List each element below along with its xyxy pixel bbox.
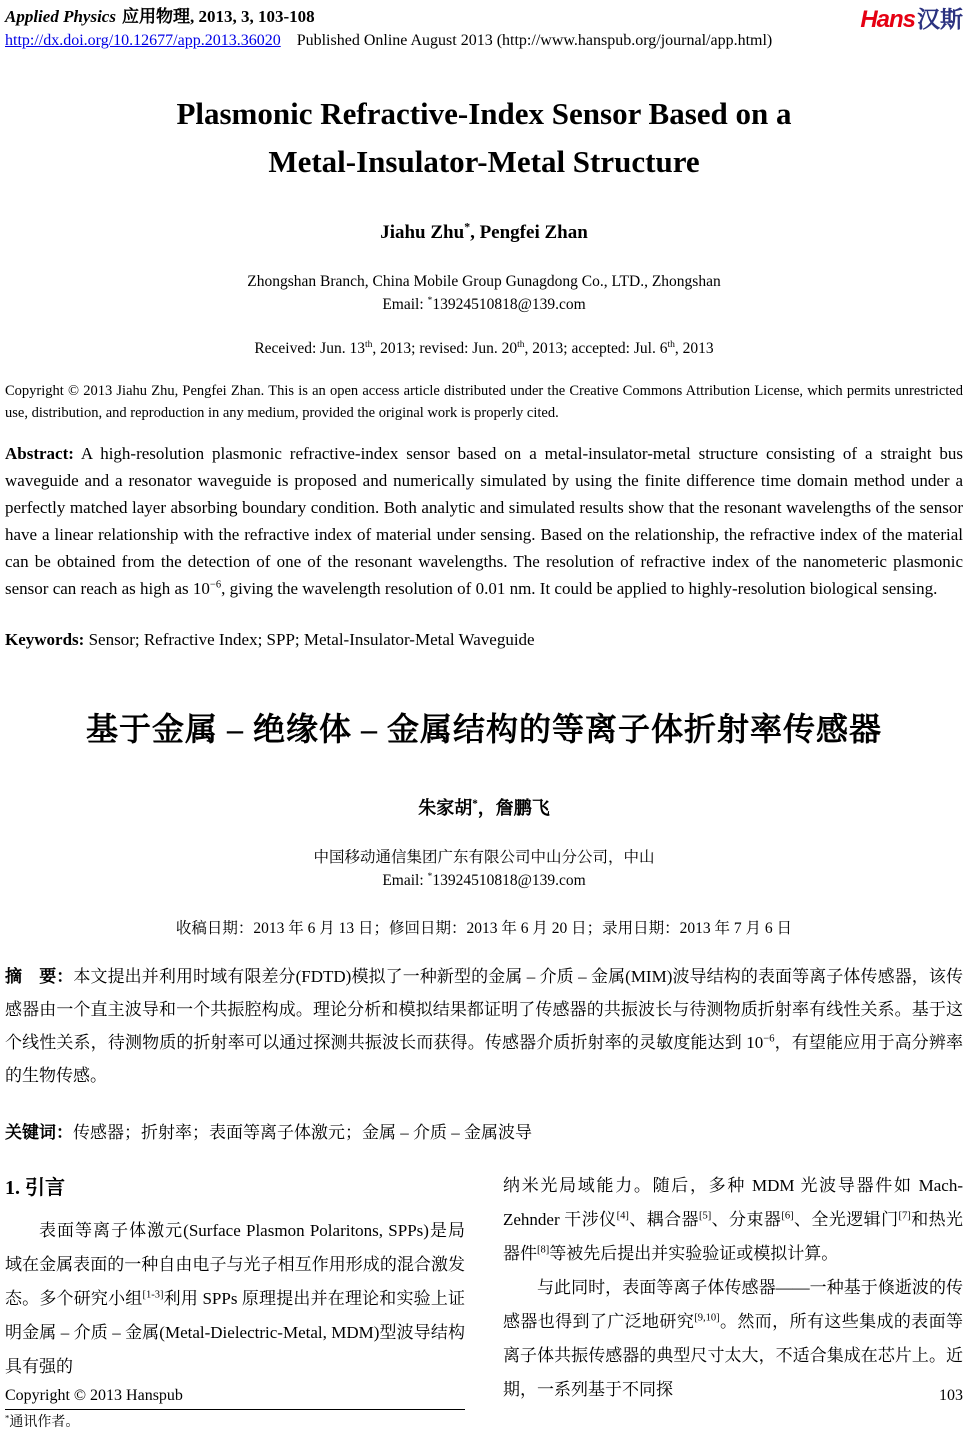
article-title-en-line2: Metal-Insulator-Metal Structure (268, 144, 700, 180)
author-name: Jiahu Zhu (380, 222, 465, 244)
journal-header (5, 6, 963, 50)
corresponding-author-mark: * (427, 294, 433, 306)
abstract-en: Abstract: A high-resolution plasmonic refractive-index sensor based on a metal-insulator-metal structure consisting of a straight bus waveguide and a resonator waveguide is proposed and numerically simulated by using the finite difference time domain method under a perfectly matched layer absorbing boundary condition. Both analytic and simulated results show that the resonant wavelengths of the sensor have a linear relationship with the refractive index of material under sensing. Based on the relationship, the refractive index of the material can be obtained from the detection of one of the resonant wavelengths. The resolution of refractive index of the nanometeric plasmonic sensor can reach as high as $10^{-6}$, giving the wavelength resolution of 0.01 nm. It could be applied to highly-resolution biological sensing. (5, 444, 963, 599)
keywords-cn: 关键词：传感器；折射率；表面等离子体激元；金属 – 介质 – 金属波导 (5, 1122, 532, 1142)
email-label: Email: (382, 871, 428, 889)
doi-link[interactable]: http://dx.doi.org/10.12677/app.2013.36020 (5, 32, 281, 50)
corresponding-author-mark: * (5, 1412, 10, 1423)
keywords-label-en: Keywords: (5, 630, 85, 650)
section-1-heading: 1. 引言 (5, 1176, 65, 1199)
hans-logo-wordmark: Hans (860, 6, 915, 33)
received-dates-cn: 收稿日期：2013 年 6 月 13 日；修回日期：2013 年 6 月 20 日；录用日期：2013 年 7 月 6 日 (175, 919, 793, 937)
citation-ref: [6] (781, 1210, 794, 1222)
email-label: Email: (382, 296, 428, 314)
abstract-cn: 摘 要：本文提出并利用时域有限差分(FDTD)模拟了一种新型的金属 – 介质 – 金属(MIM)波导结构的表面等离子体传感器，该传感器由一个直主波导和一个共振腔构成。理论分析和模拟结果都证明了传感器的共振波长与待测物质折射率有线性关系。基于这个线性关系，待测物质的折射率可以通过探测共振波长而获得。传感器介质折射率的灵敏度能达到 $10^{-6}$，有望能应用于高分辨率的生物传感。 (5, 966, 964, 1085)
citation-ref: [4] (616, 1210, 629, 1222)
journal-title: Applied Physics (5, 7, 116, 26)
corresponding-author-mark: * (472, 798, 478, 811)
citation-ref: [7] (898, 1210, 911, 1222)
abstract-label-cn: 摘 要： (5, 966, 74, 986)
hans-logo (860, 8, 963, 32)
footer-copyright: Copyright © 2013 Hanspub (5, 1387, 183, 1404)
author-name: , Pengfei Zhan (470, 222, 588, 244)
page-number: 103 (939, 1387, 963, 1404)
author-name-cn: ，詹鹏飞 (477, 798, 550, 819)
citation-ref: [9,10] (694, 1312, 720, 1324)
citation-ref: [5] (698, 1210, 712, 1222)
authors-en (5, 222, 963, 244)
doi-line (5, 32, 772, 50)
keywords-en: Keywords: Sensor; Refractive Index; SPP; Metal-Insulator-Metal Waveguide (5, 630, 535, 650)
article-title-en (5, 90, 963, 186)
intro-paragraph-1-continued: 纳米光局域能力。随后，多种 MDM 光波导器件如 Mach-Zehnder 干涉仪[4]、耦合器[5]、分束器[6]、全光逻辑门[7]和热光器件[8]等被先后提出并实验验证或模拟计算。 (503, 1175, 964, 1263)
corresponding-author-mark: * (464, 220, 471, 234)
copyright-notice: Copyright © 2013 Jiahu Zhu, Pengfei Zhan. This is an open access article distributed under the Creative Commons Attribution License, which permits unrestricted use, distribution, and reproduction in any medium, provided the original work is properly cited. (5, 383, 963, 422)
email-address: 13924510818@139.com (432, 871, 586, 889)
published-info: Published Online August 2013 (http://www.hanspub.org/journal/app.html) (296, 32, 773, 50)
article-title-cn: 基于金属 – 绝缘体 – 金属结构的等离子体折射率传感器 (85, 711, 882, 748)
page-footer (5, 1387, 963, 1405)
author-name-cn: 朱家胡 (418, 798, 473, 819)
intro-paragraph-2: 与此同时，表面等离子体传感器——一种基于倏逝波的传感器也得到了广泛地研究[9,10]。然而，所有这些集成的表面等离子体共振传感器的典型尺寸太大，不适合集成在芯片上。近期，一系列基于不同探 (503, 1277, 964, 1399)
journal-header-left (5, 6, 772, 50)
email-address: 13924510818@139.com (432, 296, 586, 314)
received-dates-en: Received: Jun. 13th, 2013; revised: Jun. 20th, 2013; accepted: Jul. 6th, 2013 (254, 338, 714, 358)
corresponding-author-mark: * (427, 870, 433, 882)
email-cn (5, 871, 963, 892)
affiliation-cn: 中国移动通信集团广东有限公司中山分公司，中山 (313, 849, 655, 867)
journal-title-line (5, 6, 772, 28)
citation-ref: [1-3] (142, 1289, 164, 1301)
keywords-label-cn: 关键词： (5, 1122, 73, 1142)
hans-logo-chinese: 汉斯 (917, 7, 963, 32)
footnote-divider (5, 1409, 465, 1410)
citation-ref: [8] (537, 1244, 550, 1256)
intro-paragraph-1: 表面等离子体激元(Surface Plasmon Polaritons, SPPs)是局域在金属表面的一种自由电子与光子相互作用形成的混合激发态。多个研究小组[1-3]利用 SPPs 原理提出并在理论和实验上证明金属 – 介质 – 金属(Metal-Dielectric-Metal, MDM)型波导结构具有强的 (5, 1220, 466, 1376)
abstract-label-en: Abstract: (5, 444, 74, 464)
authors-cn (5, 794, 963, 820)
journal-issue-info: 应用物理, 2013, 3, 103-108 (121, 7, 315, 26)
footnote (5, 1409, 465, 1435)
article-title-en-line1: Plasmonic Refractive-Index Sensor Based on a (176, 96, 792, 132)
footnote-text: *通讯作者。 (5, 1412, 80, 1431)
email-en (5, 295, 963, 316)
affiliation-en: Zhongshan Branch, China Mobile Group Gunagdong Co., LTD., Zhongshan (247, 273, 721, 291)
